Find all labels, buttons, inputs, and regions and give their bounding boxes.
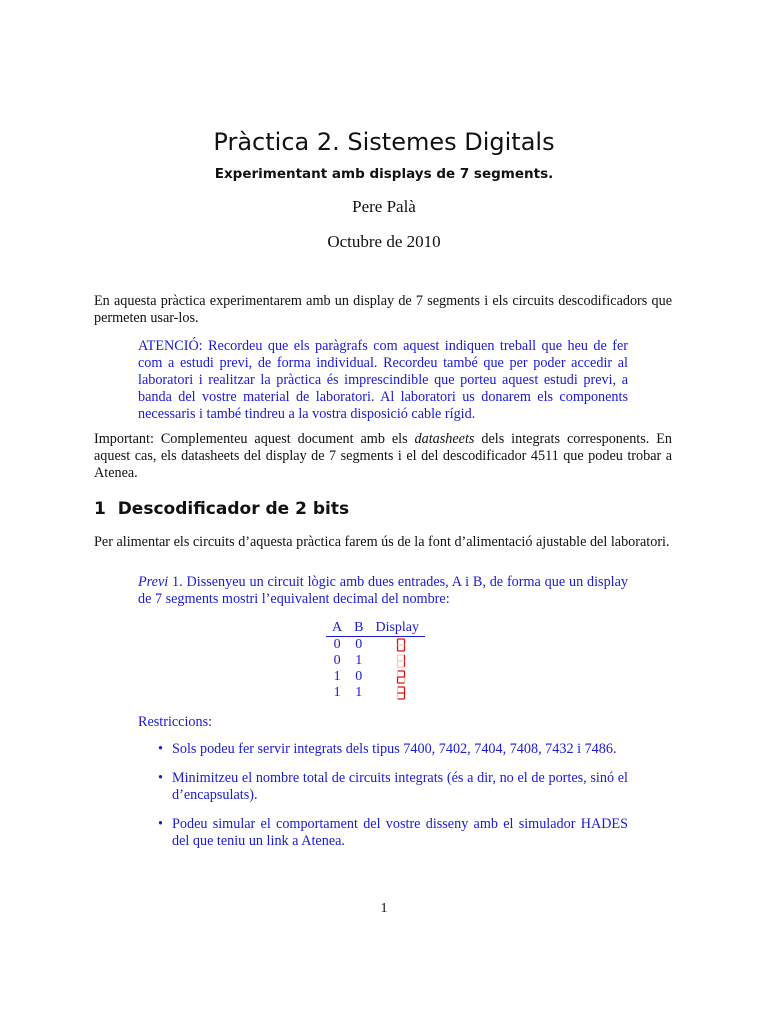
author: Pere Palà bbox=[352, 197, 416, 216]
cell-a: 1 bbox=[333, 685, 341, 700]
section-heading bbox=[94, 499, 349, 519]
list-item bbox=[152, 770, 628, 804]
truth-table-body bbox=[326, 637, 425, 702]
list-item-text: Podeu simular el comportament del vostre disseny amb el simulador HADES del que teniu un link a Atenea. bbox=[172, 816, 628, 849]
cell-b: 1 bbox=[355, 653, 363, 668]
cell-display bbox=[369, 653, 425, 669]
seven-segment-digit bbox=[396, 654, 406, 668]
cell-display bbox=[369, 637, 425, 654]
table-row bbox=[326, 669, 425, 685]
previ-paragraph bbox=[138, 574, 628, 608]
bullet-icon: • bbox=[158, 816, 163, 832]
section-number: 1 bbox=[94, 499, 106, 519]
header-a: A bbox=[326, 620, 348, 637]
cell-display bbox=[369, 669, 425, 685]
important-paragraph bbox=[94, 431, 672, 482]
cell-b: 0 bbox=[355, 637, 363, 652]
page-number: 1 bbox=[380, 901, 388, 916]
table-row bbox=[326, 637, 425, 654]
previ-label: Previ bbox=[138, 574, 169, 590]
list-item-text: Sols podeu fer servir integrats dels tipus 7400, 7402, 7404, 7408, 7432 i 7486. bbox=[172, 741, 617, 757]
document-subtitle: Experimentant amb displays de 7 segments. bbox=[214, 166, 554, 182]
datasheets-emphasis: datasheets bbox=[414, 431, 475, 447]
restriccions-label: Restriccions: bbox=[138, 714, 213, 730]
cell-a: 0 bbox=[333, 653, 341, 668]
seven-segment-digit bbox=[396, 638, 406, 652]
bullet-icon: • bbox=[158, 741, 163, 757]
table-row bbox=[326, 653, 425, 669]
bullet-icon: • bbox=[158, 770, 163, 786]
list-item bbox=[152, 816, 628, 850]
cell-b: 1 bbox=[355, 685, 363, 700]
previ-text: 1. Dissenyeu un circuit lògic amb dues entrades, A i B, de forma que un display de 7 segments mostri l’equivalent decimal del nombre: bbox=[138, 574, 628, 607]
cell-a: 1 bbox=[333, 669, 341, 684]
list-item-text: Minimitzeu el nombre total de circuits integrats (és a dir, no el de portes, sinó el d’encapsulats). bbox=[172, 770, 628, 803]
seven-segment-digit bbox=[396, 670, 406, 684]
restriccions-list bbox=[152, 741, 628, 862]
header-display: Display bbox=[369, 620, 425, 637]
table-row bbox=[326, 685, 425, 701]
important-text-after: dels integrats corresponents. En aquest cas, els datasheets del display de 7 segments i el del descodificador 4511 que podeu trobar a Atenea. bbox=[94, 431, 672, 481]
seven-segment-digit bbox=[396, 686, 406, 700]
intro-paragraph: En aquesta pràctica experimentarem amb un display de 7 segments i els circuits descodificadors que permeten usar-los. bbox=[94, 293, 672, 326]
header-b: B bbox=[348, 620, 369, 637]
list-item bbox=[152, 741, 628, 758]
section-paragraph: Per alimentar els circuits d’aquesta pràctica farem ús de la font d’alimentació ajustable del laboratori. bbox=[94, 534, 670, 550]
atencio-paragraph: ATENCIÓ: Recordeu que els paràgrafs com aquest indiquen treball que heu de fer com a estudi previ, de forma individual. Recordeu també que per poder accedir al laboratori i realitzar la pràctica és imprescindible que porteu aquest estudi previ, a banda del vostre material de laboratori. Al laboratori us donarem els components necessaris i també tindreu a la vostra disposició cable rígid. bbox=[138, 338, 628, 422]
section-title: Descodificador de 2 bits bbox=[117, 499, 350, 519]
cell-b: 0 bbox=[355, 669, 363, 684]
truth-table bbox=[326, 620, 425, 701]
important-text-before: Important: Complementeu aquest document amb els bbox=[94, 431, 415, 447]
date: Octubre de 2010 bbox=[327, 232, 441, 251]
cell-a: 0 bbox=[333, 637, 341, 652]
truth-table-header bbox=[326, 620, 425, 637]
document-title: Pràctica 2. Sistemes Digitals bbox=[213, 128, 555, 156]
cell-display bbox=[369, 685, 425, 701]
